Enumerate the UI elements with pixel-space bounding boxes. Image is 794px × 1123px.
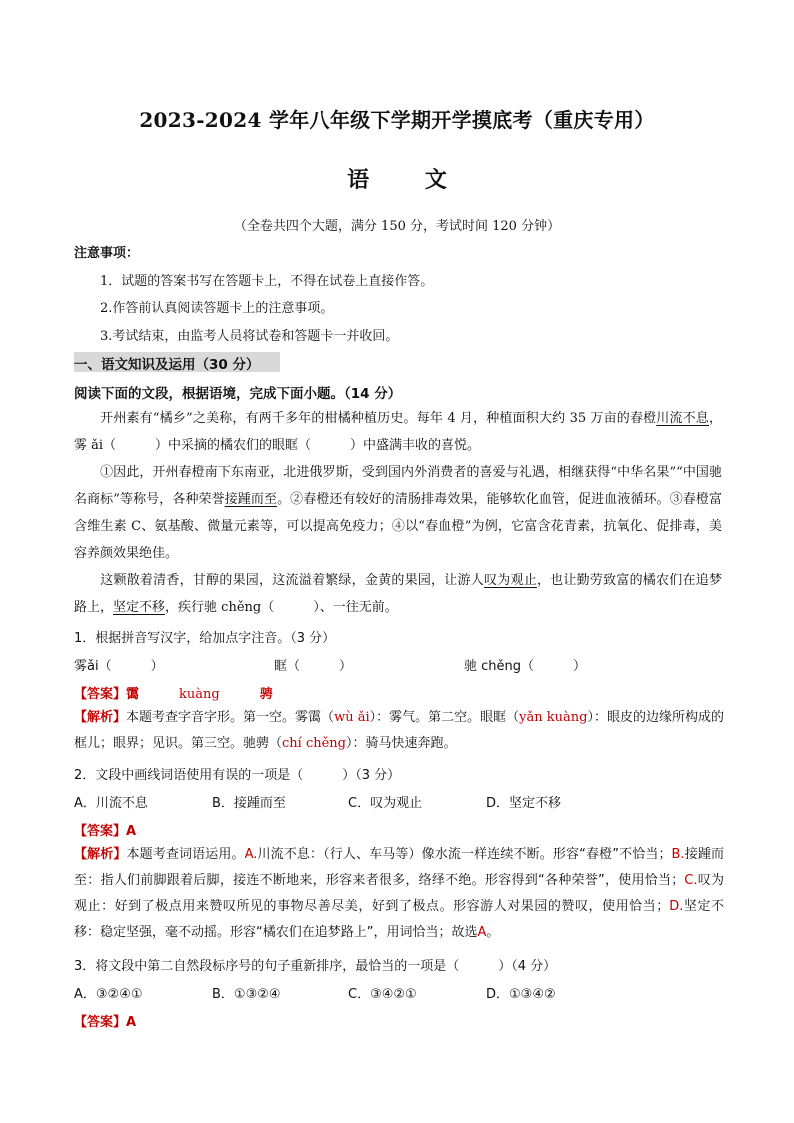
answer-value: A [126, 824, 137, 839]
underlined-phrase: 坚定不移 [113, 600, 166, 615]
text: ，疾行驰 chěng（ ）、一往无前。 [165, 600, 398, 615]
option-marker: A [477, 925, 487, 940]
notes-title: 注意事项： [74, 246, 140, 261]
text: 叹为观止：好到了极点用来赞叹所见的事物尽善尽美，好到了极点。形容游人对果园的赞叹，使用恰当； [74, 873, 724, 914]
underlined-phrase: 接踵而至 [224, 492, 278, 507]
text: 。②春橙还有较好的清肠排毒效果，能够软化血管，促进血液循环。③春橙富含维生素 C、氨基酸、微量元素等，可以提高免疫力；④以“春血橙”为例，它富含花青素，抗氧化、促排毒，美容养颜效果绝佳。 [74, 492, 722, 561]
q2-option: B．接踵而至 [212, 796, 286, 811]
passage-paragraph-3 [74, 567, 722, 621]
q2-option: D．坚定不移 [486, 796, 562, 811]
option-marker: A. [244, 847, 258, 862]
text: 坚定不移：稳定坚强，毫不动摇。形容“橘农们在追梦路上”，用词恰当；故选 [74, 899, 724, 940]
text: ，雾 ǎi（ ）中采摘的橘农们的眼眶（ ）中盛满丰收的喜悦。 [74, 411, 722, 453]
answer-label: 【答案】 [74, 687, 127, 702]
question-1-stem: 1．根据拼音写汉字，给加点字注音。（3 分） [74, 631, 336, 646]
q3-option: B．①③②④ [212, 987, 281, 1002]
text: ）：雾气。第二空。眼眶（ [369, 710, 520, 725]
text: 本题考查词语运用。 [126, 847, 245, 862]
question-3-stem: 3．将文段中第二自然段标序号的句子重新排序，最恰当的一项是（ ）（4 分） [74, 959, 557, 974]
answer-label: 【答案】 [74, 1015, 127, 1030]
exam-title: 2023-2024 学年八年级下学期开学摸底考（重庆专用） [139, 108, 655, 132]
text: ①因此，开州春橙南下东南亚，北进俄罗斯，受到国内外消费者的喜爱与礼遇，相继获得“中华名果”“中国驰名商标”等称号，各种荣誉 [74, 465, 722, 507]
pinyin: chí chěng [282, 736, 346, 751]
answer-value: 骋 [259, 687, 273, 702]
explanation-label: 【解析】 [74, 847, 127, 862]
note-item: 3.考试结束，由监考人员将试卷和答题卡一并收回。 [100, 329, 399, 344]
q2-explanation [74, 842, 724, 946]
text: 本题考查字音字形。第一空。雾霭（ [126, 710, 335, 725]
q3-answer [74, 1011, 136, 1030]
explanation-label: 【解析】 [74, 710, 127, 725]
text: 川流不息：（行人、车马等）像水流一样连续不断。形容“春橙”不恰当； [257, 847, 672, 862]
text: 这颗散着清香，甘醇的果园，这流溢着繁绿，金黄的果园，让游人 [100, 573, 484, 588]
answer-value: 霭 [126, 687, 140, 702]
q1-blank-3: 驰 chěng（ ） [464, 659, 587, 674]
q3-option: D．①③④② [486, 987, 556, 1002]
text: ）：眼皮的边缘所构成的框儿；眼界；见识。第三空。驰骋（ [74, 710, 724, 751]
q1-answer [74, 683, 273, 702]
subject-title: 语 文 [347, 167, 471, 193]
answer-value: A [126, 1015, 137, 1030]
text: ，也让勤劳致富的橘农们在追梦路上， [74, 573, 722, 615]
answer-value: kuàng [179, 687, 220, 702]
pinyin: yǎn kuàng [519, 710, 588, 725]
reading-intro: 阅读下面的文段，根据语境，完成下面小题。（14 分） [74, 386, 402, 402]
q3-option: A．③②④① [74, 987, 143, 1002]
passage-paragraph-2 [74, 459, 722, 567]
option-marker: B. [671, 847, 685, 862]
section-title: 一、语文知识及运用（30 分） [74, 357, 260, 373]
note-item: 2.作答前认真阅读答题卡上的注意事项。 [100, 301, 334, 316]
exam-info: （全卷共四个大题，满分 150 分，考试时间 120 分钟） [233, 219, 561, 234]
underlined-phrase: 川流不息 [656, 411, 709, 426]
text: 开州素有“橘乡”之美称，有两千多年的柑橘种植历史。每年 4 月，种植面积大约 35 万亩的春橙 [100, 411, 657, 426]
pinyin: wù ǎi [334, 710, 370, 725]
question-2-stem: 2．文段中画线词语使用有误的一项是（ ）（3 分） [74, 768, 401, 783]
text: 。 [486, 925, 500, 940]
q1-blank-2: 眶（ ） [274, 659, 353, 674]
text: 接踵而至：指人们前脚跟着后脚，接连不断地来，形容来者很多，络绎不绝。形容得到“各种荣誉”，使用恰当； [74, 847, 724, 888]
underlined-phrase: 叹为观止 [484, 573, 537, 588]
q1-blank-1: 雾ǎi（ ） [74, 659, 164, 674]
q2-option: C．叹为观止 [348, 796, 423, 811]
q1-explanation [74, 705, 724, 757]
note-item: 1．试题的答案书写在答题卡上，不得在试卷上直接作答。 [100, 274, 434, 289]
answer-label: 【答案】 [74, 824, 127, 839]
passage-paragraph-1 [74, 405, 722, 459]
q3-option: C．③④②① [348, 987, 417, 1002]
option-marker: D. [669, 899, 684, 914]
text: ）：骑马快速奔跑。 [346, 736, 457, 751]
option-marker: C. [684, 873, 698, 888]
q2-option: A．川流不息 [74, 796, 148, 811]
q2-answer [74, 820, 136, 839]
